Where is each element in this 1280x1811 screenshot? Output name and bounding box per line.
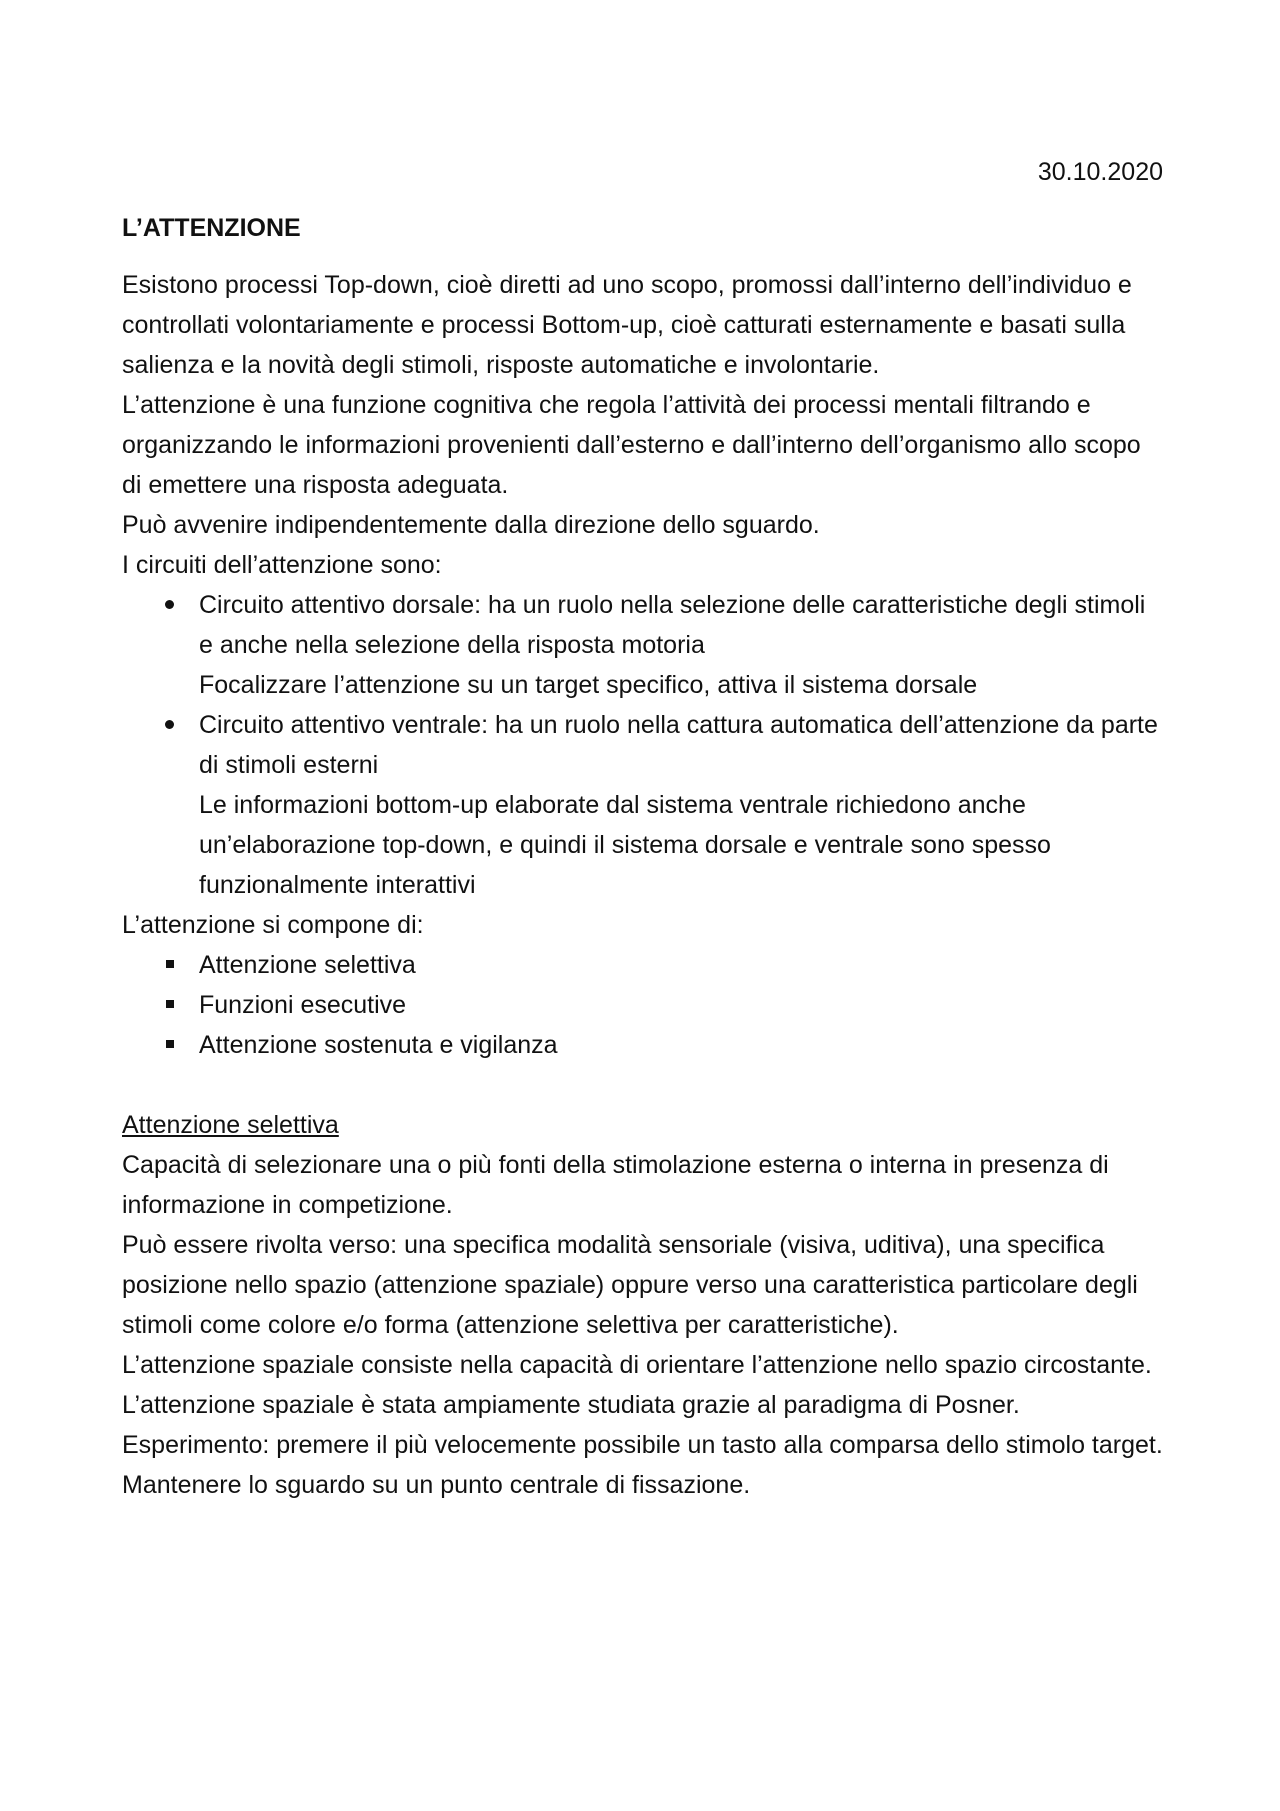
component-label: Attenzione selettiva [199, 951, 416, 979]
selective-paragraph-modalities: Può essere rivolta verso: una specifica modalità sensoriale (visiva, uditiva), una specifica posizione nello spazio (attenzione spaziale) oppure verso una caratteristica particolare degli stimoli come colore e/o forma (attenzione selettiva per caratteristiche). [122, 1231, 1138, 1339]
document-date: 30.10.2020 [1037, 158, 1163, 186]
list-item [122, 585, 1163, 705]
intro-paragraph-top-down-bottom-up: Esistono processi Top-down, cioè diretti ad uno scopo, promossi dall’interno dell’individuo e controllati volontariamente e processi Bottom-up, cioè catturati esternamente e basati sulla salienza e la novità degli stimoli, risposte automatiche e involontarie. [122, 271, 1132, 379]
component-label: Attenzione sostenuta e vigilanza [199, 1031, 558, 1059]
circuit-ventral-note: Le informazioni bottom-up elaborate dal sistema ventrale richiedono anche un’elaborazione top-down, e quindi il sistema dorsale e ventrale sono spesso funzionalmente interattivi [199, 791, 1051, 899]
circuit-dorsal-note: Focalizzare l’attenzione su un target specifico, attiva il sistema dorsale [199, 671, 978, 699]
circuit-ventral-text: Circuito attentivo ventrale: ha un ruolo nella cattura automatica dell’attenzione da parte di stimoli esterni [199, 711, 1158, 779]
list-item [122, 705, 1163, 905]
section-spacer [122, 1065, 1163, 1105]
component-label: Funzioni esecutive [199, 991, 407, 1019]
section-heading-selective: Attenzione selettiva [122, 1111, 339, 1139]
intro-paragraph-definition: L’attenzione è una funzione cognitiva che regola l’attività dei processi mentali filtrando e organizzando le informazioni provenienti dall’esterno e dall’interno dell’organismo allo scopo di emettere una risposta adeguata. [122, 391, 1141, 499]
components-intro: L’attenzione si compone di: [122, 911, 424, 939]
list-item [122, 945, 1163, 985]
circuit-dorsal-text: Circuito attentivo dorsale: ha un ruolo nella selezione delle caratteristiche degli stimoli e anche nella selezione della risposta motoria [199, 591, 1146, 659]
intro-paragraph-gaze: Può avvenire indipendentemente dalla direzione dello sguardo. [122, 511, 820, 539]
list-item [122, 985, 1163, 1025]
selective-paragraph-experiment: Esperimento: premere il più velocemente possibile un tasto alla comparsa dello stimolo target. Mantenere lo sguardo su un punto centrale di fissazione. [122, 1431, 1163, 1499]
components-list [122, 945, 1163, 1065]
selective-paragraph-definition: Capacità di selezionare una o più fonti della stimolazione esterna o interna in presenza di informazione in competizione. [122, 1151, 1109, 1219]
intro-paragraph-circuits: I circuiti dell’attenzione sono: [122, 551, 442, 579]
document-title: L’ATTENZIONE [122, 214, 301, 242]
circuits-list [122, 585, 1163, 905]
selective-paragraph-spatial: L’attenzione spaziale consiste nella capacità di orientare l’attenzione nello spazio circostante. L’attenzione spaziale è stata ampiamente studiata grazie al paradigma di Posner. [122, 1351, 1152, 1419]
list-item [122, 1025, 1163, 1065]
